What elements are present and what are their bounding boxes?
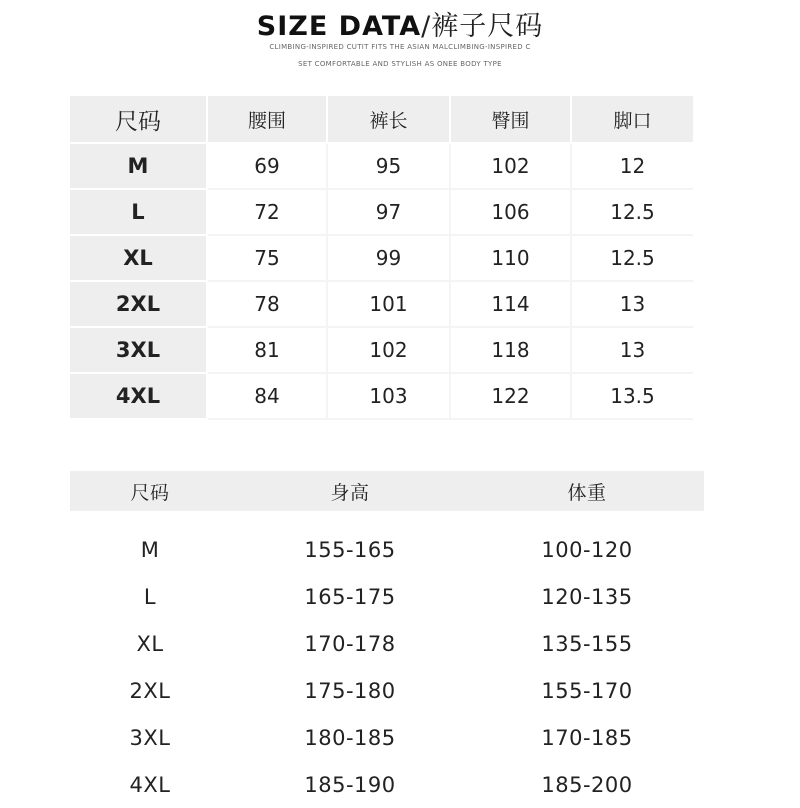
table-row	[70, 526, 704, 573]
title-english: SIZE DATA	[256, 11, 422, 42]
subtitle-line-1: CLIMBING-INSPIRED CUTIT FITS THE ASIAN MALCLIMBING-INSPIRED C	[269, 43, 531, 51]
table-cell: 13	[572, 282, 693, 328]
table-cell: 12.5	[572, 190, 693, 236]
table-cell: 122	[451, 374, 572, 420]
table-cell: 106	[451, 190, 572, 236]
title-chinese: /裤子尺码	[421, 11, 544, 42]
table-cell: 185-190	[304, 772, 396, 797]
size-cell: L	[70, 190, 208, 236]
size-cell: 4XL	[70, 374, 208, 420]
header-cell: 腰围	[208, 96, 328, 144]
size-cell: 3XL	[70, 328, 208, 374]
table-cell: 99	[328, 236, 451, 282]
size-cell: M	[70, 144, 208, 190]
table-cell: 84	[208, 374, 328, 420]
header-cell: 体重	[567, 481, 607, 504]
table-cell: 120-135	[541, 584, 633, 609]
table-cell: 118	[451, 328, 572, 374]
table-cell: 165-175	[304, 584, 396, 609]
table-cell: 12	[572, 144, 693, 190]
table-cell: 69	[208, 144, 328, 190]
table-cell: 185-200	[541, 772, 633, 797]
header-cell: 臀围	[451, 96, 572, 144]
fit-guide-table-header	[70, 471, 704, 511]
size-cell: 2XL	[129, 678, 171, 703]
table-cell: 78	[208, 282, 328, 328]
table-cell: 114	[451, 282, 572, 328]
header-cell: 尺码	[130, 481, 170, 504]
measurement-table	[70, 96, 693, 420]
table-row	[70, 328, 693, 374]
table-row	[70, 620, 704, 667]
table-cell: 13.5	[572, 374, 693, 420]
table-cell: 13	[572, 328, 693, 374]
table-cell: 95	[328, 144, 451, 190]
table-cell: 97	[328, 190, 451, 236]
table-cell: 170-185	[541, 725, 633, 750]
table-row	[70, 282, 693, 328]
table-cell: 101	[328, 282, 451, 328]
header-cell: 尺码	[70, 96, 208, 144]
page-title	[0, 4, 800, 43]
table-row	[70, 761, 704, 808]
table-row	[70, 144, 693, 190]
table-cell: 155-165	[304, 537, 396, 562]
table-row	[70, 667, 704, 714]
size-cell: M	[140, 537, 160, 562]
table-cell: 12.5	[572, 236, 693, 282]
measurement-table-header	[70, 96, 693, 144]
table-cell: 170-178	[304, 631, 396, 656]
subtitle-line-2: SET COMFORTABLE AND STYLISH AS ONEE BODY TYPE	[298, 60, 502, 68]
size-cell: 2XL	[70, 282, 208, 328]
table-row	[70, 236, 693, 282]
table-row	[70, 374, 693, 420]
table-row	[70, 190, 693, 236]
table-row	[70, 573, 704, 620]
table-cell: 100-120	[541, 537, 633, 562]
size-cell: 4XL	[129, 772, 171, 797]
table-row	[70, 714, 704, 761]
table-cell: 102	[451, 144, 572, 190]
table-cell: 103	[328, 374, 451, 420]
table-cell: 102	[328, 328, 451, 374]
header-cell: 身高	[330, 481, 370, 504]
table-cell: 135-155	[541, 631, 633, 656]
table-cell: 72	[208, 190, 328, 236]
size-cell: 3XL	[129, 725, 171, 750]
table-cell: 175-180	[304, 678, 396, 703]
header-cell: 脚口	[572, 96, 693, 144]
header-cell: 裤长	[328, 96, 451, 144]
size-cell: XL	[136, 631, 164, 656]
size-cell: L	[143, 584, 157, 609]
size-cell: XL	[70, 236, 208, 282]
table-cell: 180-185	[304, 725, 396, 750]
table-cell: 75	[208, 236, 328, 282]
table-cell: 155-170	[541, 678, 633, 703]
fit-guide-table	[70, 471, 704, 808]
table-cell: 81	[208, 328, 328, 374]
table-cell: 110	[451, 236, 572, 282]
